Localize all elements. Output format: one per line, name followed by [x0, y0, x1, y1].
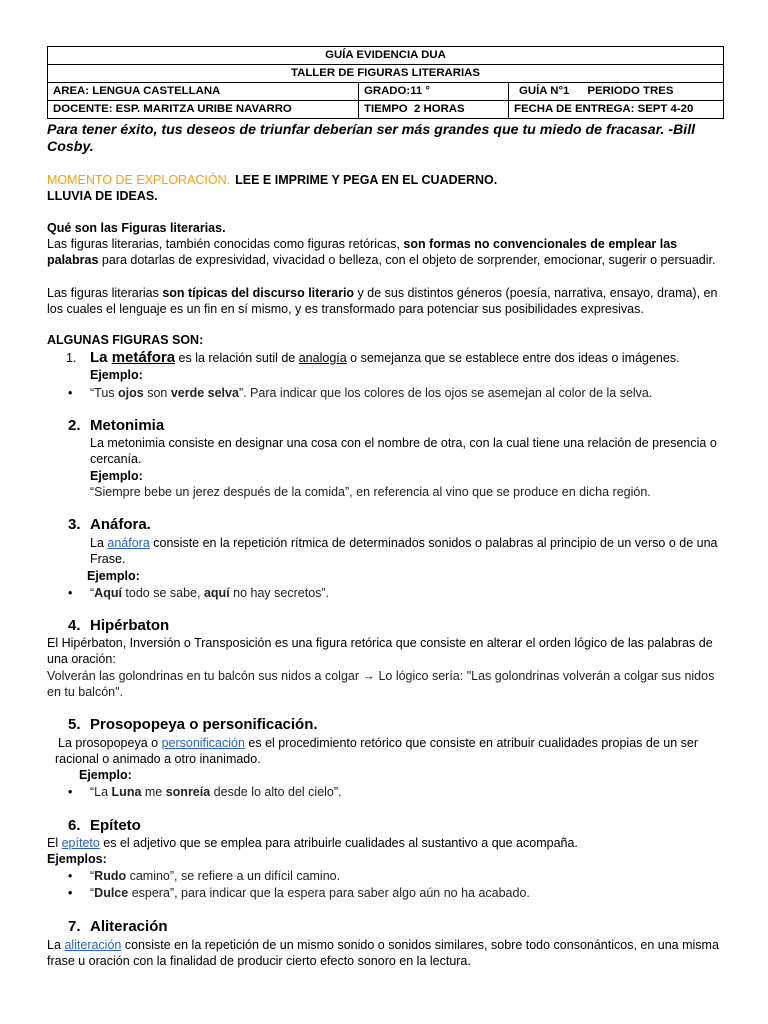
text-run-bold: ojos — [118, 385, 144, 400]
header-row-title — [48, 47, 724, 65]
figure-number: 4. — [68, 617, 81, 634]
example-bullet — [90, 385, 723, 402]
example-label: Ejemplo: — [90, 468, 143, 483]
figure-number: 2. — [68, 417, 81, 434]
text-run: me — [141, 784, 166, 799]
example-label: Ejemplos: — [47, 851, 107, 866]
figure-2-definition: La metonimia consiste en designar una cosa con el nombre de otra, con la cual tiene una relación de presencia o cercanía. — [90, 435, 717, 467]
figure-4-definition: El Hipérbaton, Inversión o Transposición es una figura retórica que consiste en alterar el orden lógico de las palabras de una oración: — [47, 635, 713, 667]
text-run-bold: Dulce — [94, 885, 129, 900]
figure-number: 3. — [68, 516, 81, 533]
intro-paragraph-2 — [47, 285, 723, 318]
figure-5-heading — [68, 716, 723, 734]
text-run: Las figuras literarias, también conocidas como figuras retóricas, — [47, 236, 404, 251]
intro-paragraph-1 — [47, 236, 723, 269]
aliteracion-link[interactable]: aliteración — [64, 937, 122, 952]
text-run-bold: Luna — [111, 784, 142, 799]
period: PERIODO TRES — [587, 85, 674, 97]
activity-title: LLUVIA DE IDEAS. — [47, 189, 158, 204]
text-run: ”. Para indicar que los colores de los ojos se asemejan al color de la selva. — [238, 385, 653, 400]
figure-2-heading — [68, 417, 723, 435]
text-run: La — [47, 937, 65, 952]
text-run: todo se sabe, — [121, 585, 204, 600]
header-row-course — [48, 83, 724, 101]
text-run: “La — [90, 784, 112, 799]
text-run: El — [47, 835, 62, 850]
time-cell: TIEMPO 2 HORAS — [359, 101, 509, 119]
example-text: Volverán las golondrinas en tu balcón sus nidos a colgar → Lo lógico sería: "Las golondrinas volverán a colgar sus nidos en tu balcón". — [47, 668, 715, 700]
text-run-bold: aquí — [203, 585, 230, 600]
exploration-instruction: LEE E IMPRIME Y PEGA EN EL CUADERNO. — [235, 172, 498, 187]
example-bullet — [90, 585, 723, 602]
text-run: consiste en la repetición de un mismo sonido o sonidos similares, sobre todo consonánticos, en una misma frase u oración con la finalidad de producir cierto efecto sonoro en la lectura. — [47, 937, 719, 969]
personificacion-link[interactable]: personificación — [161, 735, 245, 750]
figures-heading: ALGUNAS FIGURAS SON: — [47, 332, 204, 347]
figure-3-definition — [90, 535, 723, 568]
text-run: es la relación sutil de — [175, 351, 299, 365]
example-bullet — [90, 885, 723, 902]
underlined-term: analogía — [298, 351, 347, 365]
area-cell: AREA: LENGUA CASTELLANA — [48, 83, 359, 101]
teacher-cell: DOCENTE: ESP. MARITZA URIBE NAVARRO — [48, 101, 359, 119]
text-run: Las figuras literarias — [47, 285, 163, 300]
text-run: “ — [90, 868, 95, 883]
figure-title-term: metáfora — [111, 349, 176, 366]
header-row-teacher — [48, 101, 724, 119]
header-row-workshop — [48, 65, 724, 83]
figure-number: 1. — [66, 351, 77, 365]
figure-5-definition — [55, 735, 723, 768]
guide-title: GUÍA EVIDENCIA DUA — [48, 47, 724, 65]
text-run: para dotarlas de expresividad, vivacidad o belleza, con el objeto de sorprender, emocionar, sugerir o persuadir. — [98, 253, 716, 268]
epiteto-link[interactable]: epíteto — [61, 835, 100, 850]
grade-cell: GRADO:11 ° — [359, 83, 509, 101]
exploration-moment: MOMENTO DE EXPLORACIÓN. — [47, 172, 231, 187]
motivational-quote: Para tener éxito, tus deseos de triunfar deberían ser más grandes que tu miedo de fracasar. -Bill Cosby. — [47, 121, 696, 155]
text-run-bold: verde selva — [170, 385, 239, 400]
example-text: “Siempre bebe un jerez después de la comida”, en referencia al vino que se produce en dicha región. — [90, 484, 651, 499]
text-run: son — [143, 385, 171, 400]
figure-title: Metonimia — [90, 417, 165, 434]
guide-number: GUÍA N°1 — [519, 85, 570, 97]
text-run-bold: Aquí — [94, 585, 122, 600]
figure-title: Epíteto — [90, 817, 141, 834]
example-bullet — [90, 784, 723, 801]
figure-title: Anáfora. — [90, 516, 151, 533]
figure-4-heading — [68, 617, 723, 635]
figure-number: 7. — [68, 918, 81, 935]
text-run: “Tus — [90, 385, 119, 400]
figure-title: Aliteración — [90, 918, 168, 935]
figure-1-heading — [66, 349, 723, 367]
text-run: “ — [90, 585, 95, 600]
due-date-cell: FECHA DE ENTREGA: SEPT 4-20 — [509, 101, 724, 119]
example-label: Ejemplo: — [87, 568, 140, 583]
intro-heading: Qué son las Figuras literarias. — [47, 220, 226, 235]
header-table — [47, 46, 724, 119]
workshop-title: TALLER DE FIGURAS LITERARIAS — [48, 65, 724, 83]
example-label: Ejemplo: — [90, 367, 143, 382]
figure-6-definition — [47, 835, 723, 852]
example-label: Ejemplo: — [79, 767, 132, 782]
anafora-link[interactable]: anáfora — [107, 535, 150, 550]
figure-title: La — [90, 349, 112, 366]
figure-number: 5. — [68, 716, 81, 733]
text-run-bold: son formas no convencionales de emplear las palabras — [47, 236, 678, 268]
text-run: “ — [90, 885, 95, 900]
text-run: y de sus distintos géneros (poesía, narrativa, ensayo, drama), en los cuales el lenguaje es un fin en sí mismo, y es transformado para potenciar sus posibilidades expresivas. — [47, 285, 718, 317]
text-run: camino”, se refiere a un difícil camino. — [126, 868, 341, 883]
text-run: es el adjetivo que se emplea para atribuirle cualidades al sustantivo a que acompaña. — [99, 835, 578, 850]
figure-title: Hipérbaton — [90, 617, 170, 634]
text-run: La prosopopeya o — [58, 735, 162, 750]
guide-period-cell — [509, 83, 724, 101]
figure-title: Prosopopeya o personificación. — [90, 716, 318, 733]
text-run-bold: son típicas del discurso literario — [162, 285, 355, 300]
text-run: es el procedimiento retórico que consiste en atribuir cualidades propias de un ser racional o animado a otro inanimado. — [55, 735, 698, 767]
figure-7-heading — [68, 918, 723, 936]
text-run: no hay secretos”. — [229, 585, 330, 600]
text-run-bold: Rudo — [94, 868, 127, 883]
text-run-bold: sonreía — [165, 784, 211, 799]
figure-7-definition — [47, 937, 723, 970]
text-run: consiste en la repetición rítmica de determinados sonidos o palabras al principio de un verso o de una Frase. — [90, 535, 718, 567]
text-run: La — [90, 535, 108, 550]
figure-6-heading — [68, 817, 723, 835]
exploration-line — [47, 172, 723, 189]
figure-number: 6. — [68, 817, 81, 834]
text-run: espera”, para indicar que la espera para saber algo aún no ha acabado. — [128, 885, 530, 900]
figure-3-heading — [68, 516, 723, 534]
example-bullet — [90, 868, 723, 885]
text-run: desde lo alto del cielo”. — [210, 784, 342, 799]
text-run: o semejanza que se establece entre dos ideas o imágenes. — [346, 351, 680, 365]
